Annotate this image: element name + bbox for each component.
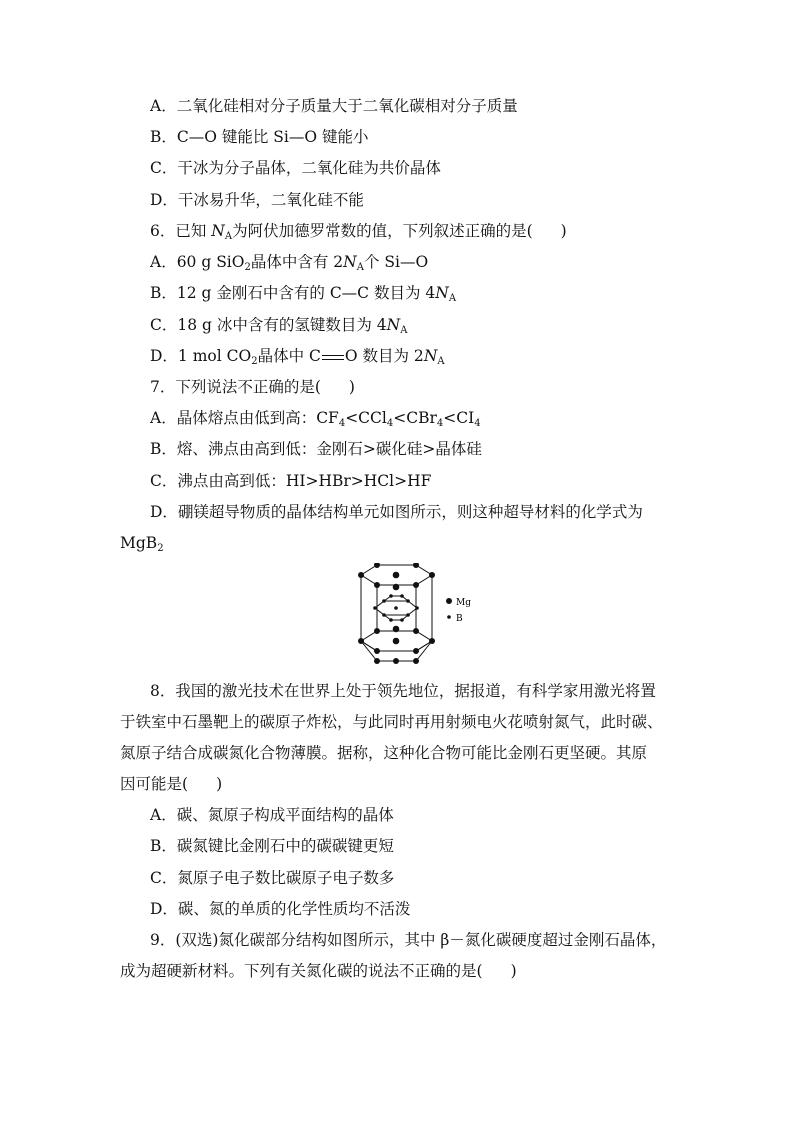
q6-option-a: A．60 g SiO$_2$晶体中含有 $2N_A$个 Si—O bbox=[150, 253, 429, 273]
q8-stem-line1: 8．我国的激光技术在世界上处于领先地位，据报道，有科学家用激光将置 bbox=[150, 682, 656, 700]
q8-option-b: B．碳氮键比金刚石中的碳碳键更短 bbox=[150, 837, 394, 855]
q8-stem-line4: 因可能是( ) bbox=[120, 775, 223, 793]
q8-option-a: A．碳、氮原子构成平面结构的晶体 bbox=[150, 806, 394, 824]
q7-option-d-line2: MgB$_2$ bbox=[120, 534, 164, 554]
q8-stem-line2: 于铁室中石墨靶上的碳原子炸松，与此同时再用射频电火花喷射氮气，此时碳、 bbox=[120, 713, 663, 731]
q5-option-b: B．C—O 键能比 Si—O 键能小 bbox=[150, 128, 369, 146]
b-atoms bbox=[373, 594, 419, 622]
q8-option-d: D．碳、氮的单质的化学性质均不活泼 bbox=[150, 900, 411, 918]
q5-option-a: A．二氧化硅相对分子质量大于二氧化碳相对分子质量 bbox=[150, 97, 518, 115]
q8-stem-line3: 氮原子结合成碳氮化合物薄膜。据称，这种化合物可能比金刚石更坚硬。其原 bbox=[120, 744, 648, 762]
legend-mg-marker bbox=[446, 598, 452, 604]
q6-option-c: C．18 g 冰中含有的氢键数目为 $4N_A$ bbox=[150, 316, 408, 336]
legend-b-marker bbox=[447, 615, 451, 619]
q5-option-c: C．干冰为分子晶体，二氧化硅为共价晶体 bbox=[150, 159, 441, 177]
q9-stem-line1: 9．(双选)氮化碳部分结构如图所示，其中 β－氮化碳硬度超过金刚石晶体， bbox=[150, 931, 667, 949]
q7-option-d-line1: D．硼镁超导物质的晶体结构单元如图所示，则这种超导材料的化学式为 bbox=[150, 503, 643, 521]
mg-atoms bbox=[358, 563, 435, 664]
q5-option-d: D．干冰易升华，二氧化硅不能 bbox=[150, 191, 364, 209]
q6-stem: 6．已知 $N_A$为阿伏加德罗常数的值，下列叙述正确的是( ) bbox=[150, 222, 567, 242]
q8-option-c: C．氮原子电子数比碳原子电子数多 bbox=[150, 869, 395, 887]
q9-stem-line2: 成为超硬新材料。下列有关氮化碳的说法不正确的是( ) bbox=[120, 962, 517, 980]
q7-option-c: C．沸点由高到低：HI>HBr>HCl>HF bbox=[150, 472, 432, 490]
legend-mg-label: Mg bbox=[456, 598, 471, 608]
q7-stem: 7．下列说法不正确的是( ) bbox=[150, 378, 355, 396]
q6-option-b: B．12 g 金刚石中含有的 C—C 数目为 $4N_A$ bbox=[150, 284, 457, 304]
mgb2-crystal-structure-figure bbox=[350, 563, 480, 669]
legend-b-label: B bbox=[456, 614, 463, 624]
double-bond-symbol bbox=[322, 355, 344, 360]
q7-option-a: A．晶体熔点由低到高：$CF_4<CCl_4<CBr_4<CI_4$ bbox=[150, 409, 481, 429]
q6-option-d: D．1 mol $CO_2$晶体中 C O 数目为 $2N_A$ bbox=[150, 347, 445, 367]
q7-option-b: B．熔、沸点由高到低：金刚石>碳化硅>晶体硅 bbox=[150, 440, 482, 458]
